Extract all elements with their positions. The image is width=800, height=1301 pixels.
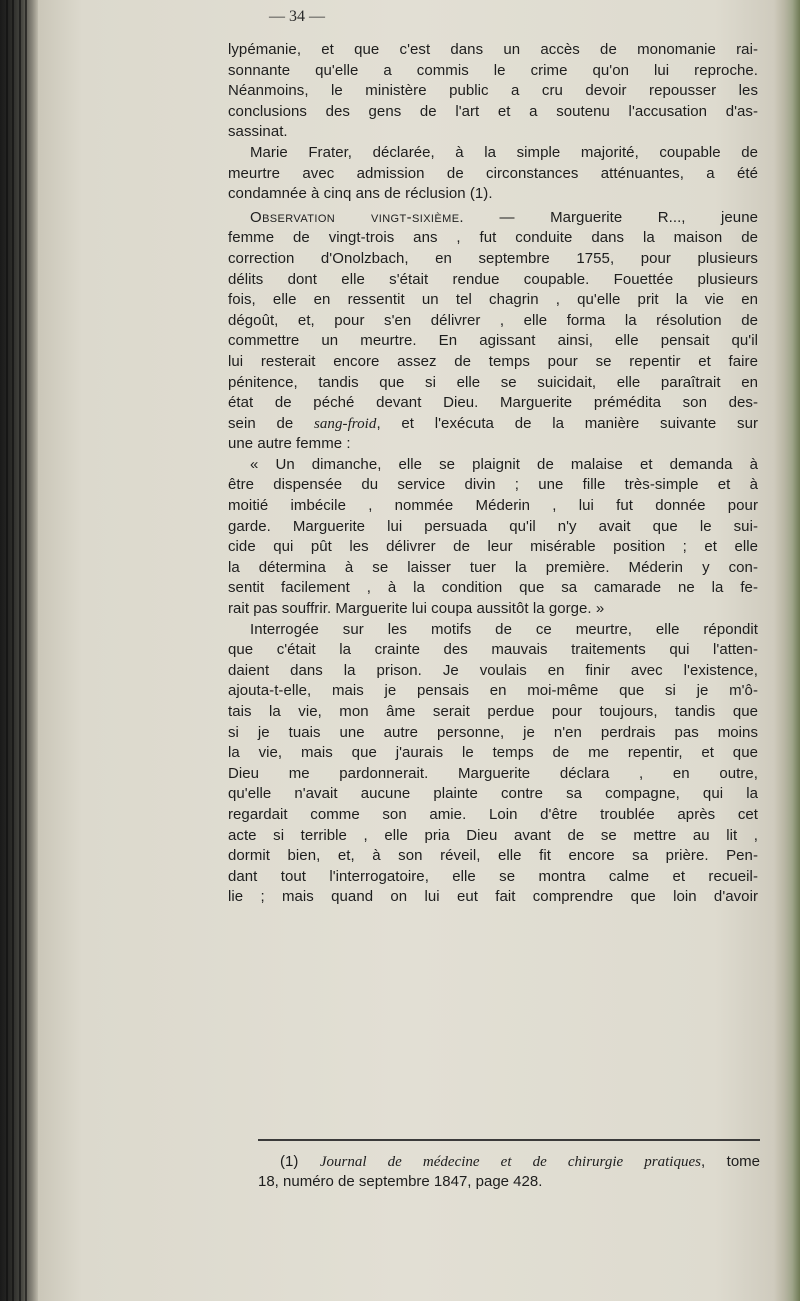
footnote-line-1 xyxy=(258,1152,760,1172)
paragraph-1 xyxy=(228,40,758,143)
text-line: si je tuais une autre personne, je n'en perdrais pas moins xyxy=(228,723,758,741)
text-line: une autre femme : xyxy=(228,435,351,453)
text-line: état de péché devant Dieu. Marguerite prémédita son des- xyxy=(228,394,758,412)
text-line: fois, elle en ressentit un tel chagrin , qu'elle prit la vie en xyxy=(228,291,758,309)
page-body xyxy=(228,40,758,908)
text-line: acte si terrible , elle pria Dieu avant de se mettre au lit , xyxy=(228,826,758,844)
text-line: tais la vie, mon âme serait perdue pour toujours, tandis que xyxy=(228,703,758,720)
text-line: Dieu me pardonnerait. Marguerite déclara , en outre, xyxy=(228,764,758,782)
text-line: rait pas souffrir. Marguerite lui coupa aussitôt la gorge. » xyxy=(228,600,605,618)
footnote-journal-title: Journal de médecine et de chirurgie pratiques xyxy=(319,1154,701,1170)
observation-heading-line xyxy=(228,208,758,229)
text-line: dormit bien, et, à son réveil, elle fit encore sa prière. Pen- xyxy=(228,847,758,865)
text-line: sentit facilement , à la condition que sa camarade ne la fe- xyxy=(228,579,758,597)
text-line: moitié imbécile , nommée Méderin , lui fut donnée pour xyxy=(228,497,758,515)
text-line: femme de vingt-trois ans , fut conduite dans la maison de xyxy=(228,229,758,247)
footnote-divider xyxy=(258,1139,760,1141)
text-line-with-italic xyxy=(228,414,758,435)
text-line: Néanmoins, le ministère public a cru devoir repousser les xyxy=(228,82,758,100)
text-line: Marie Frater, déclarée, à la simple majorité, coupable de xyxy=(250,143,758,161)
text-line: la détermina à se laisser tuer la première. Méderin y con- xyxy=(228,558,758,576)
footnote xyxy=(258,1152,760,1192)
page-number: — 34 — xyxy=(269,8,325,25)
text-line: sonnante qu'elle a commis le crime qu'on lui reproche. xyxy=(228,61,758,79)
text-line: dant tout l'interrogatoire, elle se montra calme et recueil- xyxy=(228,867,758,885)
text-line: la vie, mais que j'aurais le temps de me repentir, et que xyxy=(228,744,758,762)
paragraph-4 xyxy=(228,455,758,620)
text-line: qu'elle n'avait aucune plainte contre sa compagne, qui la xyxy=(228,785,758,803)
text-line: commettre un meurtre. En agissant ainsi, elle pensait qu'il xyxy=(228,332,758,350)
footnote-marker: (1) xyxy=(280,1153,320,1170)
text-line: délits dont elle s'était rendue coupable. Fouettée plusieurs xyxy=(228,270,758,288)
text-fragment: — Marguerite R..., jeune xyxy=(464,208,758,226)
text-line: Interrogée sur les motifs de ce meurtre, elle répondit xyxy=(250,620,758,638)
text-line: « Un dimanche, elle se plaignit de malaise et demanda à xyxy=(250,455,758,473)
text-line: lui resterait encore assez de temps pour se repentir et faire xyxy=(228,352,758,370)
paragraph-5 xyxy=(228,620,758,908)
italic-term: sang-froid xyxy=(314,415,377,432)
footnote-line-2: 18, numéro de septembre 1847, page 428. xyxy=(258,1173,543,1190)
text-line: lie ; mais quand on lui eut fait comprendre que loin d'avoir xyxy=(228,888,758,906)
text-line: regardait comme son amie. Loin d'être troublée après cet xyxy=(228,805,758,823)
text-line: condamnée à cinq ans de réclusion (1). xyxy=(228,185,493,203)
observation-heading: Observation vingt-sixième. xyxy=(250,208,464,226)
footnote-text: , tome xyxy=(700,1153,761,1170)
text-line: sassinat. xyxy=(228,123,288,141)
text-line: conclusions des gens de l'art et a soutenu l'accusation d'as- xyxy=(228,102,758,120)
text-line: cide qui pût les délivrer de leur misérable position ; et elle xyxy=(228,538,758,556)
text-line: lypémanie, et que c'est dans un accès de monomanie rai- xyxy=(228,41,758,58)
page-edge xyxy=(774,0,800,1301)
text-line: que c'était la crainte des mauvais traitements qui l'atten- xyxy=(228,641,758,659)
paragraph-3 xyxy=(228,208,758,455)
text-line: correction d'Onolzbach, en septembre 1755, pour plusieurs xyxy=(228,249,758,267)
text-line: dégoût, et, pour s'en délivrer , elle forma la résolution de xyxy=(228,311,758,329)
paragraph-2 xyxy=(228,143,758,205)
text-line: garde. Marguerite lui persuada qu'il n'y avait que le sui- xyxy=(228,517,758,535)
text-line: être dispensée du service divin ; une fille très-simple et à xyxy=(228,476,758,494)
text-line: meurtre avec admission de circonstances atténuantes, a été xyxy=(228,164,758,182)
text-line: ajouta-t-elle, mais je pensais en moi-même que si je m'ô- xyxy=(228,682,758,700)
text-fragment: sein de xyxy=(228,414,314,432)
text-fragment: , et l'exécuta de la manière suivante sur xyxy=(376,414,759,432)
text-line: pénitence, tandis que si elle se suicidait, elle paraîtrait en xyxy=(228,373,758,391)
book-gutter xyxy=(0,0,38,1301)
text-line: daient dans la prison. Je voulais en finir avec l'existence, xyxy=(228,661,758,679)
